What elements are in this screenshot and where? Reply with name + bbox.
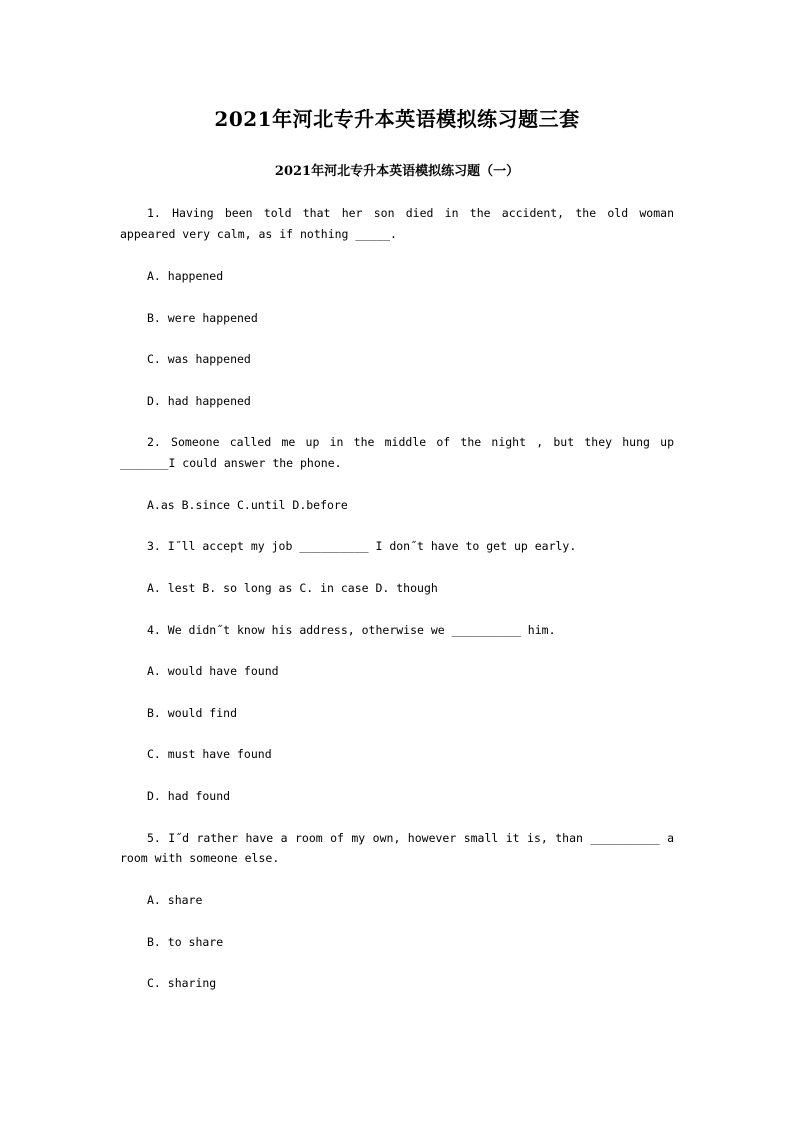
q5-option-b: B. to share — [147, 935, 224, 949]
q5-option-c: C. sharing — [147, 976, 217, 990]
q3-stem: 3. I˝ll accept my job __________ I don˝t have to get up early. — [147, 539, 577, 553]
q5-stem-line2: room with someone else. — [120, 851, 280, 865]
document-title: 2021年河北专升本英语模拟练习题三套 — [214, 107, 580, 131]
q4-stem: 4. We didn˝t know his address, otherwise we __________ him. — [147, 623, 556, 637]
q2-stem-line2: _______I could answer the phone. — [120, 456, 342, 470]
q5-stem-line1: 5. I˝d rather have a room of my own, however small it is, than __________ a — [147, 831, 674, 845]
q1-stem-line2: appeared very calm, as if nothing _____. — [120, 227, 397, 241]
section-title: 2021年河北专升本英语模拟练习题（一） — [274, 164, 520, 179]
q1-option-d: D. had happened — [147, 394, 251, 408]
q4-option-a: A. would have found — [147, 664, 279, 678]
q1-stem-line1: 1. Having been told that her son died in the accident, the old woman — [147, 206, 674, 220]
q4-option-b: B. would find — [147, 706, 238, 720]
q1-option-c: C. was happened — [147, 352, 251, 366]
q2-options: A.as B.since C.until D.before — [147, 498, 348, 512]
q3-options: A. lest B. so long as C. in case D. though — [147, 581, 438, 595]
q2-stem-line1: 2. Someone called me up in the middle of the night , but they hung up — [147, 435, 674, 449]
q5-option-a: A. share — [147, 893, 203, 907]
q1-option-b: B. were happened — [147, 311, 258, 325]
q1-option-a: A. happened — [147, 269, 224, 283]
q4-option-d: D. had found — [147, 789, 231, 803]
q4-option-c: C. must have found — [147, 747, 272, 761]
